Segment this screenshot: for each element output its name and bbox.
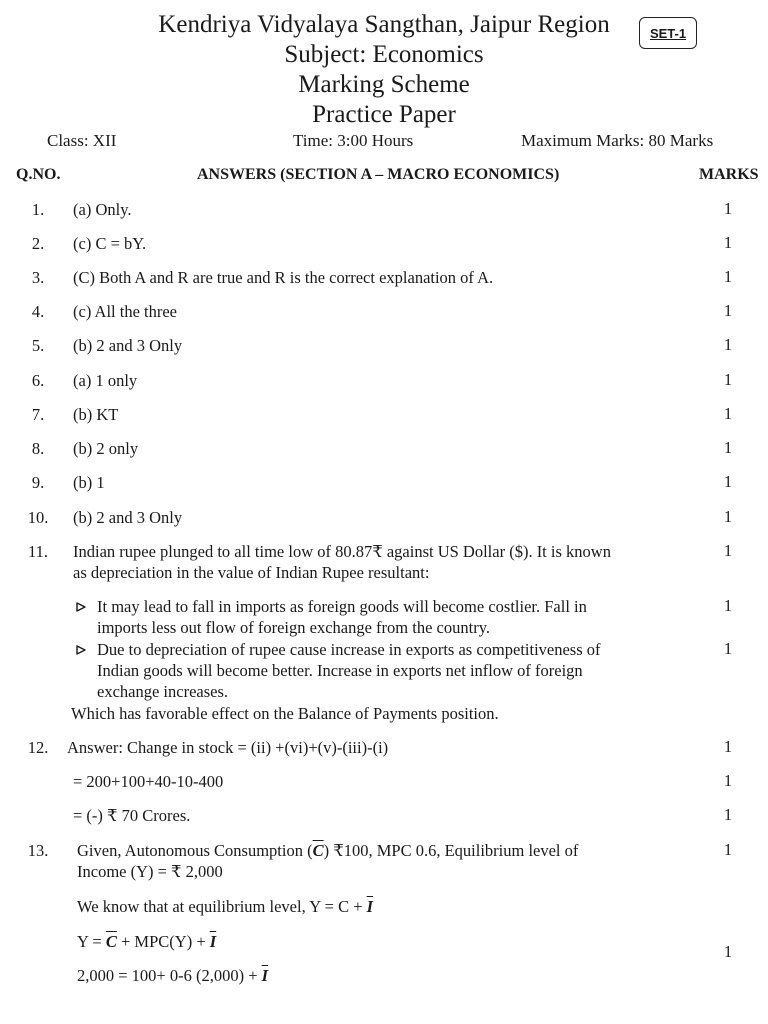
question-number: 4. bbox=[31, 302, 45, 321]
question-number: 2. bbox=[31, 234, 45, 253]
question-number: 6. bbox=[31, 371, 45, 390]
class-label: Class: XII bbox=[47, 131, 117, 150]
answer-mark: 1 bbox=[723, 541, 733, 560]
c-bar-symbol: $\overline{C}$ bbox=[312, 841, 324, 860]
document-type-title: Marking Scheme bbox=[298, 71, 470, 98]
question-number: 3. bbox=[31, 268, 45, 287]
q12-calculation-line: = 200+100+40-10-400 bbox=[73, 772, 224, 791]
q11-intro-line-2: as depreciation in the value of Indian Rupee resultant: bbox=[73, 563, 430, 582]
answer-mark: 1 bbox=[723, 472, 733, 491]
answer-text: (b) 2 and 3 Only bbox=[73, 508, 183, 527]
answer-mark: 1 bbox=[723, 840, 733, 859]
i-bar-symbol: $\overline{I}$ bbox=[366, 897, 374, 916]
question-number: 5. bbox=[31, 336, 45, 355]
answers-column-header: ANSWERS (SECTION A – MACRO ECONOMICS) bbox=[197, 166, 560, 183]
answer-text: (a) 1 only bbox=[73, 371, 138, 390]
answer-text: (b) 1 bbox=[73, 473, 105, 492]
subject-title: Subject: Economics bbox=[284, 41, 484, 68]
school-title: Kendriya Vidyalaya Sangthan, Jaipur Region bbox=[158, 11, 610, 38]
answer-mark: 1 bbox=[723, 639, 733, 658]
answer-mark: 1 bbox=[723, 438, 733, 457]
answer-mark: 1 bbox=[723, 507, 733, 526]
q11-bullet-1-line-1: It may lead to fall in imports as foreign goods will become costlier. Fall in bbox=[97, 597, 587, 616]
answer-mark: 1 bbox=[723, 301, 733, 320]
answer-mark: 1 bbox=[723, 596, 733, 615]
answer-mark: 1 bbox=[723, 805, 733, 824]
arrow-bullet-icon bbox=[76, 599, 86, 617]
answer-text: (c) C = bY. bbox=[73, 234, 147, 253]
answer-text: (c) All the three bbox=[73, 302, 177, 321]
answer-mark: 1 bbox=[723, 267, 733, 286]
q13-equation-1: $Y = \overline{C} + MPC(Y) + \overline{I}$ bbox=[77, 932, 217, 951]
answer-text: (C) Both A and R are true and R is the correct explanation of A. bbox=[73, 268, 494, 287]
answer-mark: 1 bbox=[723, 199, 733, 218]
question-number: 8. bbox=[31, 439, 45, 458]
answer-mark: 1 bbox=[723, 404, 733, 423]
q11-bullet-2-line-2: Indian goods will become better. Increase in exports net inflow of foreign bbox=[97, 661, 583, 680]
paper-title: Practice Paper bbox=[312, 101, 456, 128]
q11-bullet-2-line-3: exchange increases. bbox=[97, 682, 229, 701]
q12-answer-line: Answer: Change in stock = (ii) +(vi)+(v)-(iii)-(i) bbox=[67, 738, 389, 757]
q11-conclusion: Which has favorable effect on the Balance of Payments position. bbox=[71, 704, 499, 723]
set-label: SET-1 bbox=[649, 25, 687, 41]
q13-given-line-2: Income (Y) = ₹ 2,000 bbox=[77, 862, 223, 881]
arrow-bullet-icon bbox=[76, 642, 86, 660]
q11-intro-line-1: Indian rupee plunged to all time low of 80.87₹ against US Dollar ($). It is known bbox=[73, 542, 611, 561]
question-number: 11. bbox=[27, 542, 48, 561]
answer-mark: 1 bbox=[723, 737, 733, 756]
question-number: 1. bbox=[31, 200, 45, 219]
i-bar-symbol: $\overline{I}$ bbox=[209, 932, 217, 951]
answer-text: (a) Only. bbox=[73, 200, 132, 219]
answer-mark: 1 bbox=[723, 335, 733, 354]
q11-bullet-2-line-1: Due to depreciation of rupee cause increase in exports as competitiveness of bbox=[97, 640, 601, 659]
q13-equation-2: 2,000 = 100+ 0-6 $(2,000) + \overline{I}$ bbox=[77, 966, 269, 985]
question-number: 9. bbox=[31, 473, 45, 492]
question-number: 10. bbox=[27, 508, 49, 527]
answer-mark: 1 bbox=[723, 942, 733, 961]
answer-text: (b) 2 and 3 Only bbox=[73, 336, 183, 355]
i-bar-symbol: $\overline{I}$ bbox=[261, 966, 269, 985]
answer-text: (b) 2 only bbox=[73, 439, 139, 458]
qno-column-header: Q.NO. bbox=[16, 166, 61, 183]
set-badge bbox=[639, 17, 697, 49]
q13-given-line-1: Given, Autonomous Consumption $(\overline{C})$ ₹100, MPC 0.6, Equilibrium level of bbox=[77, 841, 579, 860]
c-bar-symbol: $\overline{C}$ bbox=[105, 932, 117, 951]
time-label: Time: 3:00 Hours bbox=[293, 131, 414, 150]
q11-bullet-1-line-2: imports less out flow of foreign exchange from the country. bbox=[97, 618, 490, 637]
answer-mark: 1 bbox=[723, 370, 733, 389]
q13-equilibrium-statement: We know that at equilibrium level, $Y = C + \overline{I}$ bbox=[77, 897, 374, 916]
question-number: 12. bbox=[27, 738, 49, 757]
answer-text: (b) KT bbox=[73, 405, 119, 424]
marks-column-header: MARKS bbox=[699, 166, 759, 183]
question-number: 13. bbox=[27, 841, 49, 860]
max-marks-label: Maximum Marks: 80 Marks bbox=[521, 131, 714, 150]
answer-mark: 1 bbox=[723, 233, 733, 252]
q12-result-line: = (-) ₹ 70 Crores. bbox=[73, 806, 191, 825]
answer-mark: 1 bbox=[723, 771, 733, 790]
question-number: 7. bbox=[31, 405, 45, 424]
